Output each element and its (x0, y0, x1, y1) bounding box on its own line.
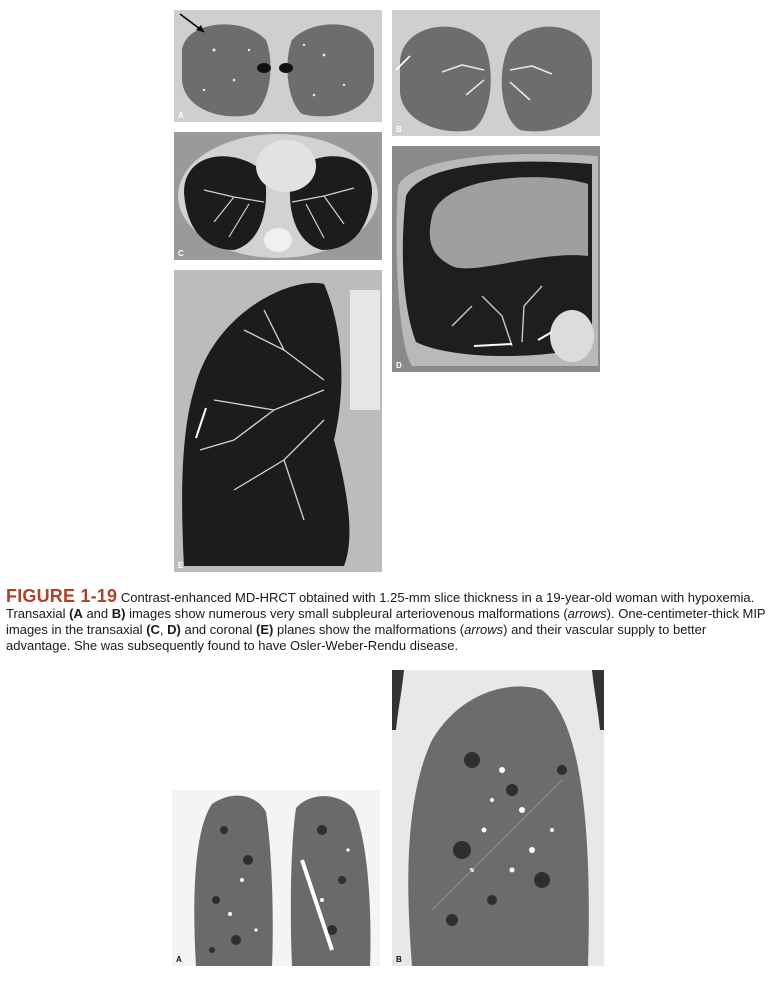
panel-label-b: B (396, 125, 402, 134)
ct-panel-next-b (392, 670, 604, 966)
caption-bold-5: (E) (256, 622, 274, 637)
ct-image-next-b (392, 670, 604, 966)
ct-image-c (174, 132, 382, 260)
ct-image-e (174, 270, 382, 572)
figure-caption (6, 588, 766, 654)
ct-panel-a (174, 10, 382, 122)
caption-text-7: planes show the malformations ( (273, 622, 465, 637)
caption-text-6: and coronal (180, 622, 257, 637)
ct-panel-c (174, 132, 382, 260)
caption-text-8: ) and their vascular supply to better advantage. She was subsequently found to have Osler-Weber-Rendu disease. (6, 622, 707, 653)
caption-italic-1: arrows (567, 606, 607, 621)
ct-image-b (392, 10, 600, 136)
caption-text-1: Contrast-enhanced MD-HRCT obtained with 1.25-mm slice thickness in a 19-year-old woman with hypoxemia. Transaxial (6, 590, 755, 621)
ct-panel-d (392, 146, 600, 372)
caption-text-3: images show numerous very small subpleural arteriovenous malformations ( (125, 606, 568, 621)
panel-label-d: D (396, 361, 402, 370)
ct-panel-next-a (172, 790, 380, 966)
caption-text-2: and (82, 606, 112, 621)
caption-bold-3: (C (146, 622, 160, 637)
ct-image-a (174, 10, 382, 122)
caption-bold-2: B) (111, 606, 126, 621)
ct-panel-b (392, 10, 600, 136)
caption-italic-2: arrows (464, 622, 504, 637)
ct-image-next-a (172, 790, 380, 966)
figure-number: FIGURE 1-19 (6, 586, 118, 606)
ct-image-d (392, 146, 600, 372)
panel-label-next-a: A (176, 955, 182, 964)
caption-text-4: ). One-centimeter-thick MIP images in the transaxial (6, 606, 766, 637)
panel-label-next-b: B (396, 955, 402, 964)
ct-panel-e (174, 270, 382, 572)
caption-text-5: , (159, 622, 168, 637)
panel-label-a: A (178, 111, 184, 120)
caption-bold-4: D) (167, 622, 181, 637)
panel-label-c: C (178, 249, 184, 258)
caption-bold-1: (A (69, 606, 83, 621)
panel-label-e: E (178, 561, 184, 570)
